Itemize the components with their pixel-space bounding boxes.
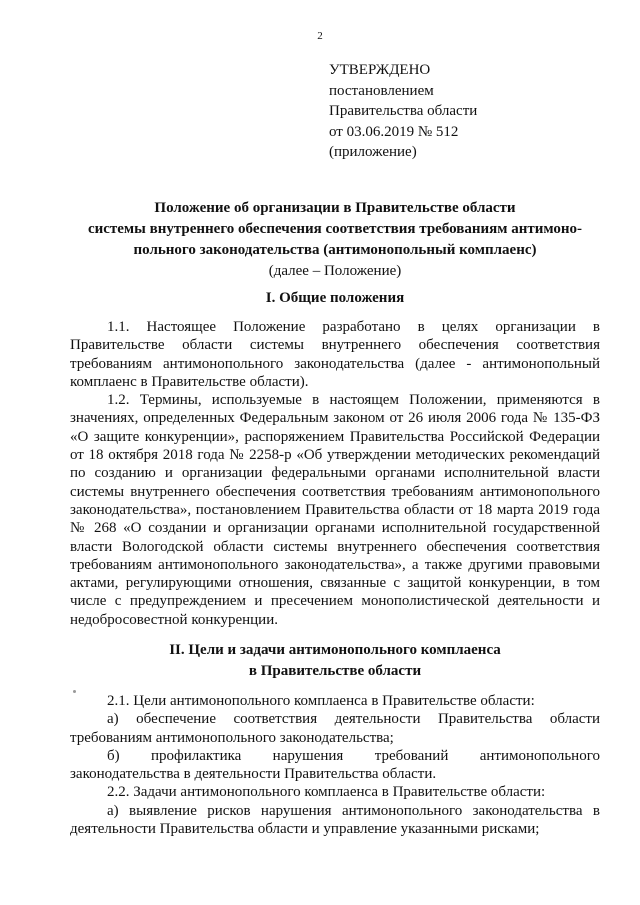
section-2-heading [70,640,600,682]
approval-line-appendix: (приложение) [329,144,417,160]
approval-line-date: от 03.06.2019 № 512 [329,123,459,140]
section-1-body [70,318,600,629]
section-2-heading-line-2: в Правительстве области [248,663,422,679]
paragraph-1-2: 1.2. Термины, используемые в настоящем Положении, применяются в значениях, определенных Федеральным законом от 26 июля 2006 года № 135-ФЗ «О защите конкуренции», распоряжением Правительства Российской Федерации от 18 октября 2018 года № 2258-р «Об утверждении методических рекомендаций по созданию и организации федеральными органами исполнительной власти системы внутреннего обеспечения соответствия требованиям антимонопольного законодательства», постановлением Правительства области от 18 марта 2019 года № 268 «О создании и организации органами исполнительной государственной власти Вологодской области системы внутреннего обеспечения соответствия требованиям антимонопольного законодательства», а также другими правовыми актами, регулирующими отношения, связанные с защитой конкуренции, в том числе с предупреждением и пресечением монополистической деятельности и недобросовестной конкуренции. [70,392,600,628]
approval-line-approved: УТВЕРЖДЕНО [329,62,431,78]
document-title [70,198,600,282]
title-line-4: (далее – Положение) [268,263,402,279]
approval-line-government: Правительства области [329,103,478,119]
title-line-1: Положение об организации в Правительстве области [154,200,516,216]
paragraph-2-2-a: а) выявление рисков нарушения антимонопольного законодательства в деятельности Правительства области и управление указанными рисками; [70,802,600,838]
title-line-2: системы внутреннего обеспечения соответствия требованиям антимоно- [87,221,583,237]
section-2-heading-line-1: II. Цели и задачи антимонопольного комплаенса [169,642,501,658]
section-1-heading: I. Общие положения [265,290,405,306]
paragraph-1-1: 1.1. Настоящее Положение разработано в целях организации в Правительстве области системы внутреннего обеспечения соответствия требованиям антимонопольного законодательства (далее - антимонопольный комплаенс в Правительстве области). [70,319,600,390]
title-line-3: польного законодательства (антимонопольный комплаенс) [133,242,537,258]
approval-stamp [329,60,477,163]
paragraph-2-1-a: а) обеспечение соответствия деятельности Правительства области требованиям антимонопольного законодательства; [70,711,600,746]
paragraph-2-1: 2.1. Цели антимонопольного комплаенса в Правительстве области: [107,693,535,709]
section-2-body [70,692,600,838]
approval-line-resolution: постановлением [329,82,434,99]
paragraph-2-1-b: б) профилактика нарушения требований антимонопольного законодательства в деятельности Правительства области. [70,747,600,783]
page-number: 2 [317,30,323,42]
paragraph-2-2: 2.2. Задачи антимонопольного комплаенса в Правительстве области: [107,784,546,801]
